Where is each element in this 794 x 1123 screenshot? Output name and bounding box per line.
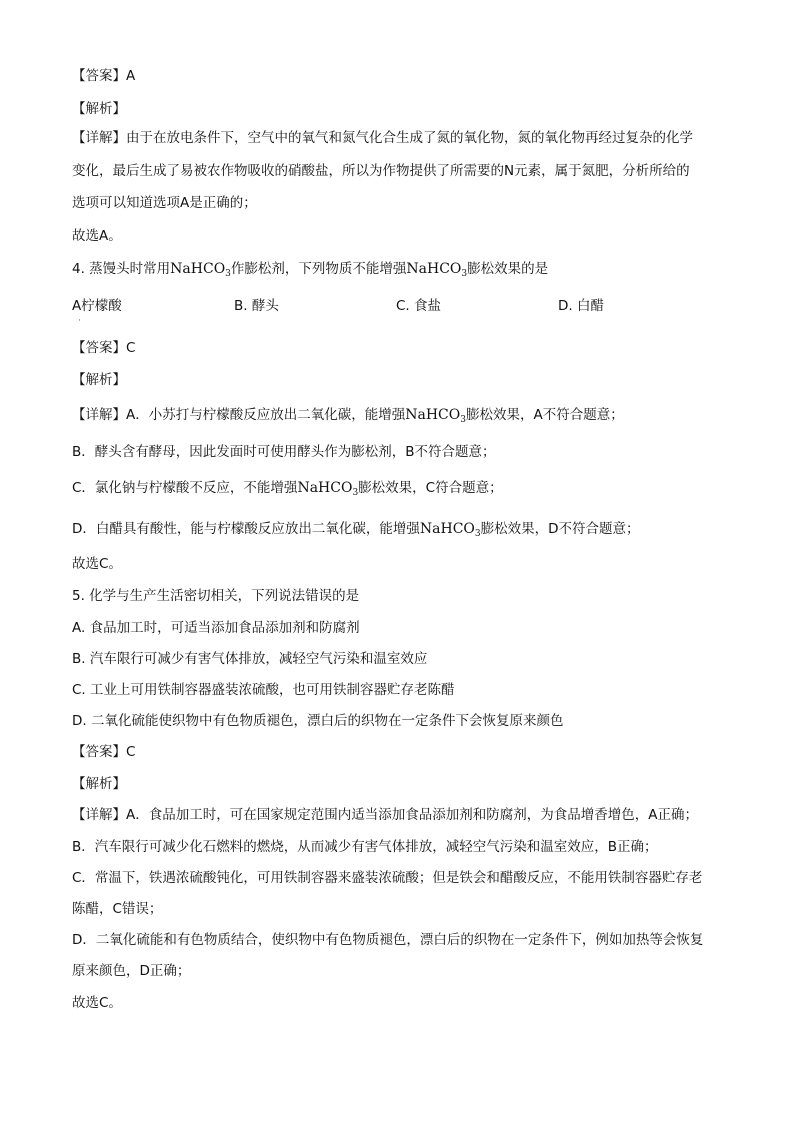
q5-option-a: A. 食品加工时，可适当添加食品添加剂和防腐剂 [72,620,360,636]
q4-option-b: B. 酵头 [234,298,279,314]
q4-option-d: D. 白醋 [558,298,604,314]
q3-answer: 【答案】A [72,68,136,84]
q4-stem [72,259,734,279]
q4-explain-a: 【详解】A．小苏打与柠檬酸反应放出二氧化碳，能增强NaHCO$_3$膨松效果，A不符合题意； [72,407,624,425]
q3-detail-line-2: 变化，最后生成了易被农作物吸收的硝酸盐，所以为作物提供了所需要的N元素，属于氮肥，分析所给的 [72,163,690,179]
formula-nahco3: NaHCO$_3$ [405,407,466,425]
q5-answer: 【答案】C [72,744,136,760]
q3-conclusion: 故选A。 [72,228,122,244]
q3-detail-line-1: 【详解】由于在放电条件下，空气中的氧气和氮气化合生成了氮的氧化物，氮的氧化物再经过复杂的化学 [72,130,693,146]
q3-detail-line-3: 选项可以知道选项A是正确的； [72,195,257,211]
formula-nahco3: NaHCO$_3$ [170,261,231,279]
q5-explain-d-line-2: 原来颜色，D正确； [72,963,191,979]
q4-stem-a: 4. 蒸馒头时常用 [72,261,171,277]
q3-analysis-heading: 【解析】 [72,101,126,117]
q5-option-b: B. 汽车限行可减少有害气体排放，减轻空气污染和温室效应 [72,651,428,667]
q4-answer: 【答案】C [72,340,136,356]
q5-explain-c-line-2: 陈醋，C错误； [72,901,163,917]
q5-conclusion: 故选C。 [72,995,122,1011]
formula-nahco3: NaHCO$_3$ [406,261,468,279]
q5-analysis-heading: 【解析】 [72,776,126,792]
q5-explain-c-line-1: C．常温下，铁遇浓硫酸钝化，可用铁制容器来盛装浓硫酸；但是铁会和醋酸反应，不能用铁制容器贮存老 [72,870,703,886]
q4-explain-b: B．酵头含有酵母，因此发面时可使用酵头作为膨松剂，B不符合题意； [72,444,496,460]
q4-stem-b: 作膨松剂，下列物质不能增强 [230,261,407,277]
q4-conclusion: 故选C。 [72,556,122,572]
stray-dot: · [78,316,81,326]
q4-stem-c: 膨松效果的是 [467,261,549,277]
q4-option-c: C. 食盐 [396,298,442,314]
q4-option-a: A柠檬酸 [72,298,122,314]
q4-analysis-heading: 【解析】 [72,372,126,388]
q4-explain-c: C．氯化钠与柠檬酸不反应，不能增强NaHCO$_3$膨松效果，C符合题意； [72,480,503,498]
q4-explain-d: D．白醋具有酸性，能与柠檬酸反应放出二氧化碳，能增强NaHCO$_3$膨松效果，D不符合题意； [72,521,640,539]
q5-stem: 5. 化学与生产生活密切相关，下列说法错误的是 [72,588,360,604]
formula-nahco3: NaHCO$_3$ [419,521,481,539]
q5-explain-d-line-1: D．二氧化硫能和有色物质结合，使织物中有色物质褪色，漂白后的织物在一定条件下，例如加热等会恢复 [72,932,704,948]
formula-nahco3: NaHCO$_3$ [297,480,359,498]
q5-option-c: C. 工业上可用铁制容器盛装浓硫酸，也可用铁制容器贮存老陈醋 [72,682,455,698]
q5-explain-a: 【详解】A．食品加工时，可在国家规定范围内适当添加食品添加剂和防腐剂，为食品增香增色，A正确； [72,807,698,823]
q5-option-d: D. 二氧化硫能使织物中有色物质褪色，漂白后的织物在一定条件下会恢复原来颜色 [72,713,564,729]
q5-explain-b: B．汽车限行可减少化石燃料的燃烧，从而减少有害气体排放，减轻空气污染和温室效应，B正确； [72,839,658,855]
